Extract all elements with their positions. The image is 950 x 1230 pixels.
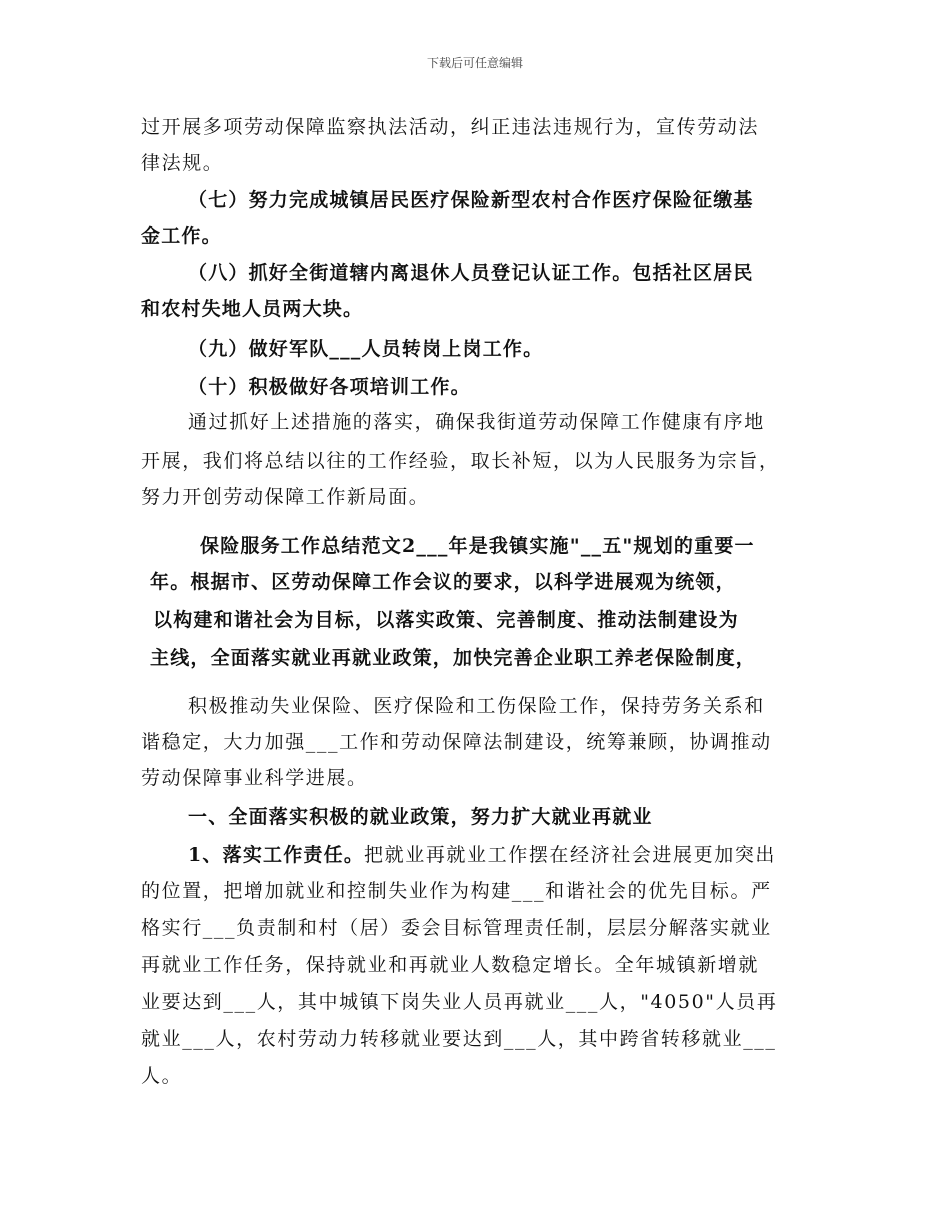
text-line: 格实行___负责制和村（居）委会目标管理责任制，层层分解落实就业	[141, 917, 772, 939]
page-header: 下载后可任意编辑	[426, 56, 523, 70]
bold-text-line: （九）做好军队___人员转岗上岗工作。	[188, 338, 544, 360]
bold-text-line: （七）努力完成城镇居民医疗保险新型农村合作医疗保险征缴基	[188, 189, 754, 211]
section-heading-line: 年。根据市、区劳动保障工作会议的要求，以科学进展观为统领，	[150, 571, 736, 593]
text-line: 谐稳定，大力加强___工作和劳动保障法制建设，统筹兼顾，协调推动	[141, 731, 772, 753]
text-line: 再就业工作任务，保持就业和再就业人数稳定增长。全年城镇新增就	[141, 954, 760, 976]
text-line: 通过抓好上述措施的落实，确保我街道劳动保障工作健康有序地	[188, 411, 765, 433]
text-line: 努力开创劳动保障工作新局面。	[141, 486, 430, 508]
bold-text-line: （十）积极做好各项培训工作。	[188, 376, 471, 398]
text-line: 律法规。	[141, 152, 224, 174]
inline-text: 把就业再就业工作摆在经济社会进展更加突出	[364, 844, 777, 866]
text-line: 人。	[141, 1065, 183, 1087]
text-line: 开展，我们将总结以往的工作经验，取长补短，以为人民服务为宗旨，	[141, 450, 780, 472]
bold-text-line: 和农村失地人员两大块。	[141, 298, 364, 320]
text-line: 业要达到___人，其中城镇下岗失业人员再就业___人，"4050"人员再	[141, 991, 778, 1013]
text-line: 过开展多项劳动保障监察执法活动，纠正违法违规行为，宣传劳动法	[141, 116, 760, 138]
subheading-line: 一、全面落实积极的就业政策，努力扩大就业再就业	[188, 806, 653, 828]
text-line: 的位置，把增加就业和控制失业作为构建___和谐社会的优先目标。严	[141, 880, 772, 902]
bold-text-line: （八）抓好全街道辖内离退休人员登记认证工作。包括社区居民	[188, 262, 754, 284]
text-line: 积极推动失业保险、医疗保险和工伤保险工作，保持劳务关系和	[188, 695, 765, 717]
section-heading-line: 以构建和谐社会为目标，以落实政策、完善制度、推动法制建设为	[153, 609, 739, 631]
text-line	[188, 844, 776, 866]
text-line: 劳动保障事业科学进展。	[141, 767, 368, 789]
section-heading-line: 主线，全面落实就业再就业政策，加快完善企业职工养老保险制度，	[150, 647, 757, 669]
inline-bold-label: 1、落实工作责任。	[188, 844, 365, 866]
bold-text-line: 金工作。	[141, 225, 222, 247]
section-heading-line: 保险服务工作总结范文2___年是我镇实施"__五"规划的重要一	[200, 535, 755, 557]
text-line: 就业___人，农村劳动力转移就业要达到___人，其中跨省转移就业___	[141, 1028, 777, 1050]
